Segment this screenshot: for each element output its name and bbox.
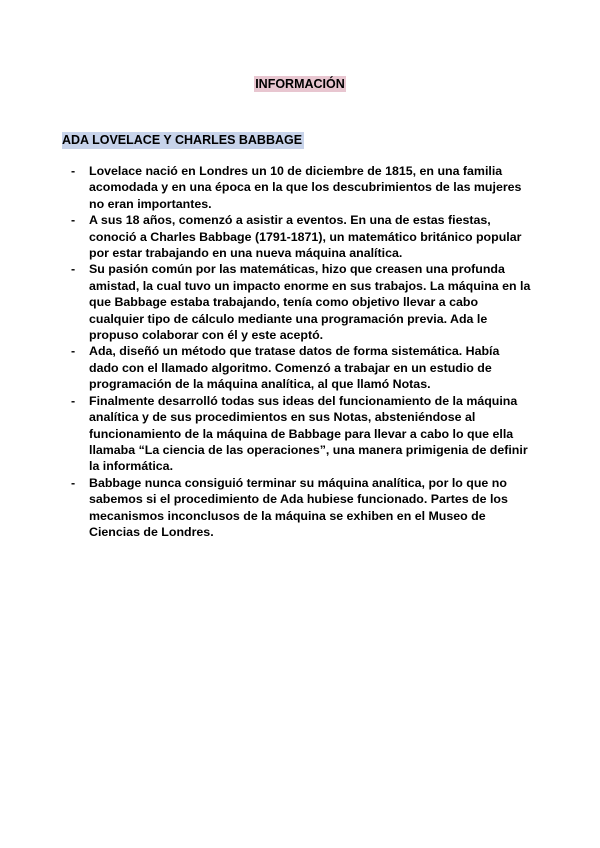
bullet-item — [62, 212, 532, 261]
section-heading-container — [62, 131, 304, 149]
page-title: INFORMACIÓN — [255, 77, 345, 91]
bullet-text: Finalmente desarrolló todas sus ideas del funcionamiento de la máquina analítica y de sus procedimientos en sus Notas, absteniéndose al funcionamiento de la máquina de Babbage para llevar a cabo lo que ella llamaba “La ciencia de las operaciones”, una manera primigenia de definir la informática. — [89, 393, 528, 474]
bullet-text: Su pasión común por las matemáticas, hizo que creasen una profunda amistad, la cual tuvo un impacto enorme en sus trabajos. La máquina en la que Babbage estaba trabajando, tenía como objetivo llevar a cabo cualquier tipo de cálculo mediante una programación previa. Ada le propuso colaborar con él y este aceptó. — [89, 262, 531, 343]
bullet-text: Ada, diseñó un método que tratase datos de forma sistemática. Había dado con el llamado algoritmo. Comenzó a trabajar en un estudio de programación de la máquina analítica, al que llamó Notas. — [89, 344, 500, 392]
bullet-marker: - — [71, 262, 76, 277]
bullet-list — [62, 163, 532, 540]
bullet-text: Lovelace nació en Londres un 10 de diciembre de 1815, en una familia acomodada y en una época en la que los descubrimientos de las mujeres no eran importantes. — [89, 164, 522, 211]
bullet-item — [62, 475, 532, 541]
bullet-marker: - — [71, 164, 76, 178]
bullet-item — [62, 163, 532, 212]
bullet-marker: - — [71, 213, 76, 228]
section-heading: ADA LOVELACE Y CHARLES BABBAGE — [62, 133, 303, 147]
bullet-text: Babbage nunca consiguió terminar su máquina analítica, por lo que no sabemos si el procedimiento de Ada hubiese funcionado. Partes de los mecanismos inconclusos de la máquina se exhiben en el Museo de Ciencias de Londres. — [89, 475, 508, 539]
bullet-item — [62, 261, 532, 343]
bullet-item — [62, 343, 532, 392]
bullet-item — [62, 393, 532, 475]
bullet-marker: - — [71, 344, 76, 359]
bullet-text: A sus 18 años, comenzó a asistir a eventos. En una de estas fiestas, conoció a Charles Babbage (1791-1871), un matemático británico popular por estar trabajando en una nueva máquina analítica. — [89, 213, 522, 261]
title-container — [0, 75, 600, 93]
bullet-marker: - — [71, 393, 76, 408]
bullet-marker: - — [71, 475, 76, 490]
